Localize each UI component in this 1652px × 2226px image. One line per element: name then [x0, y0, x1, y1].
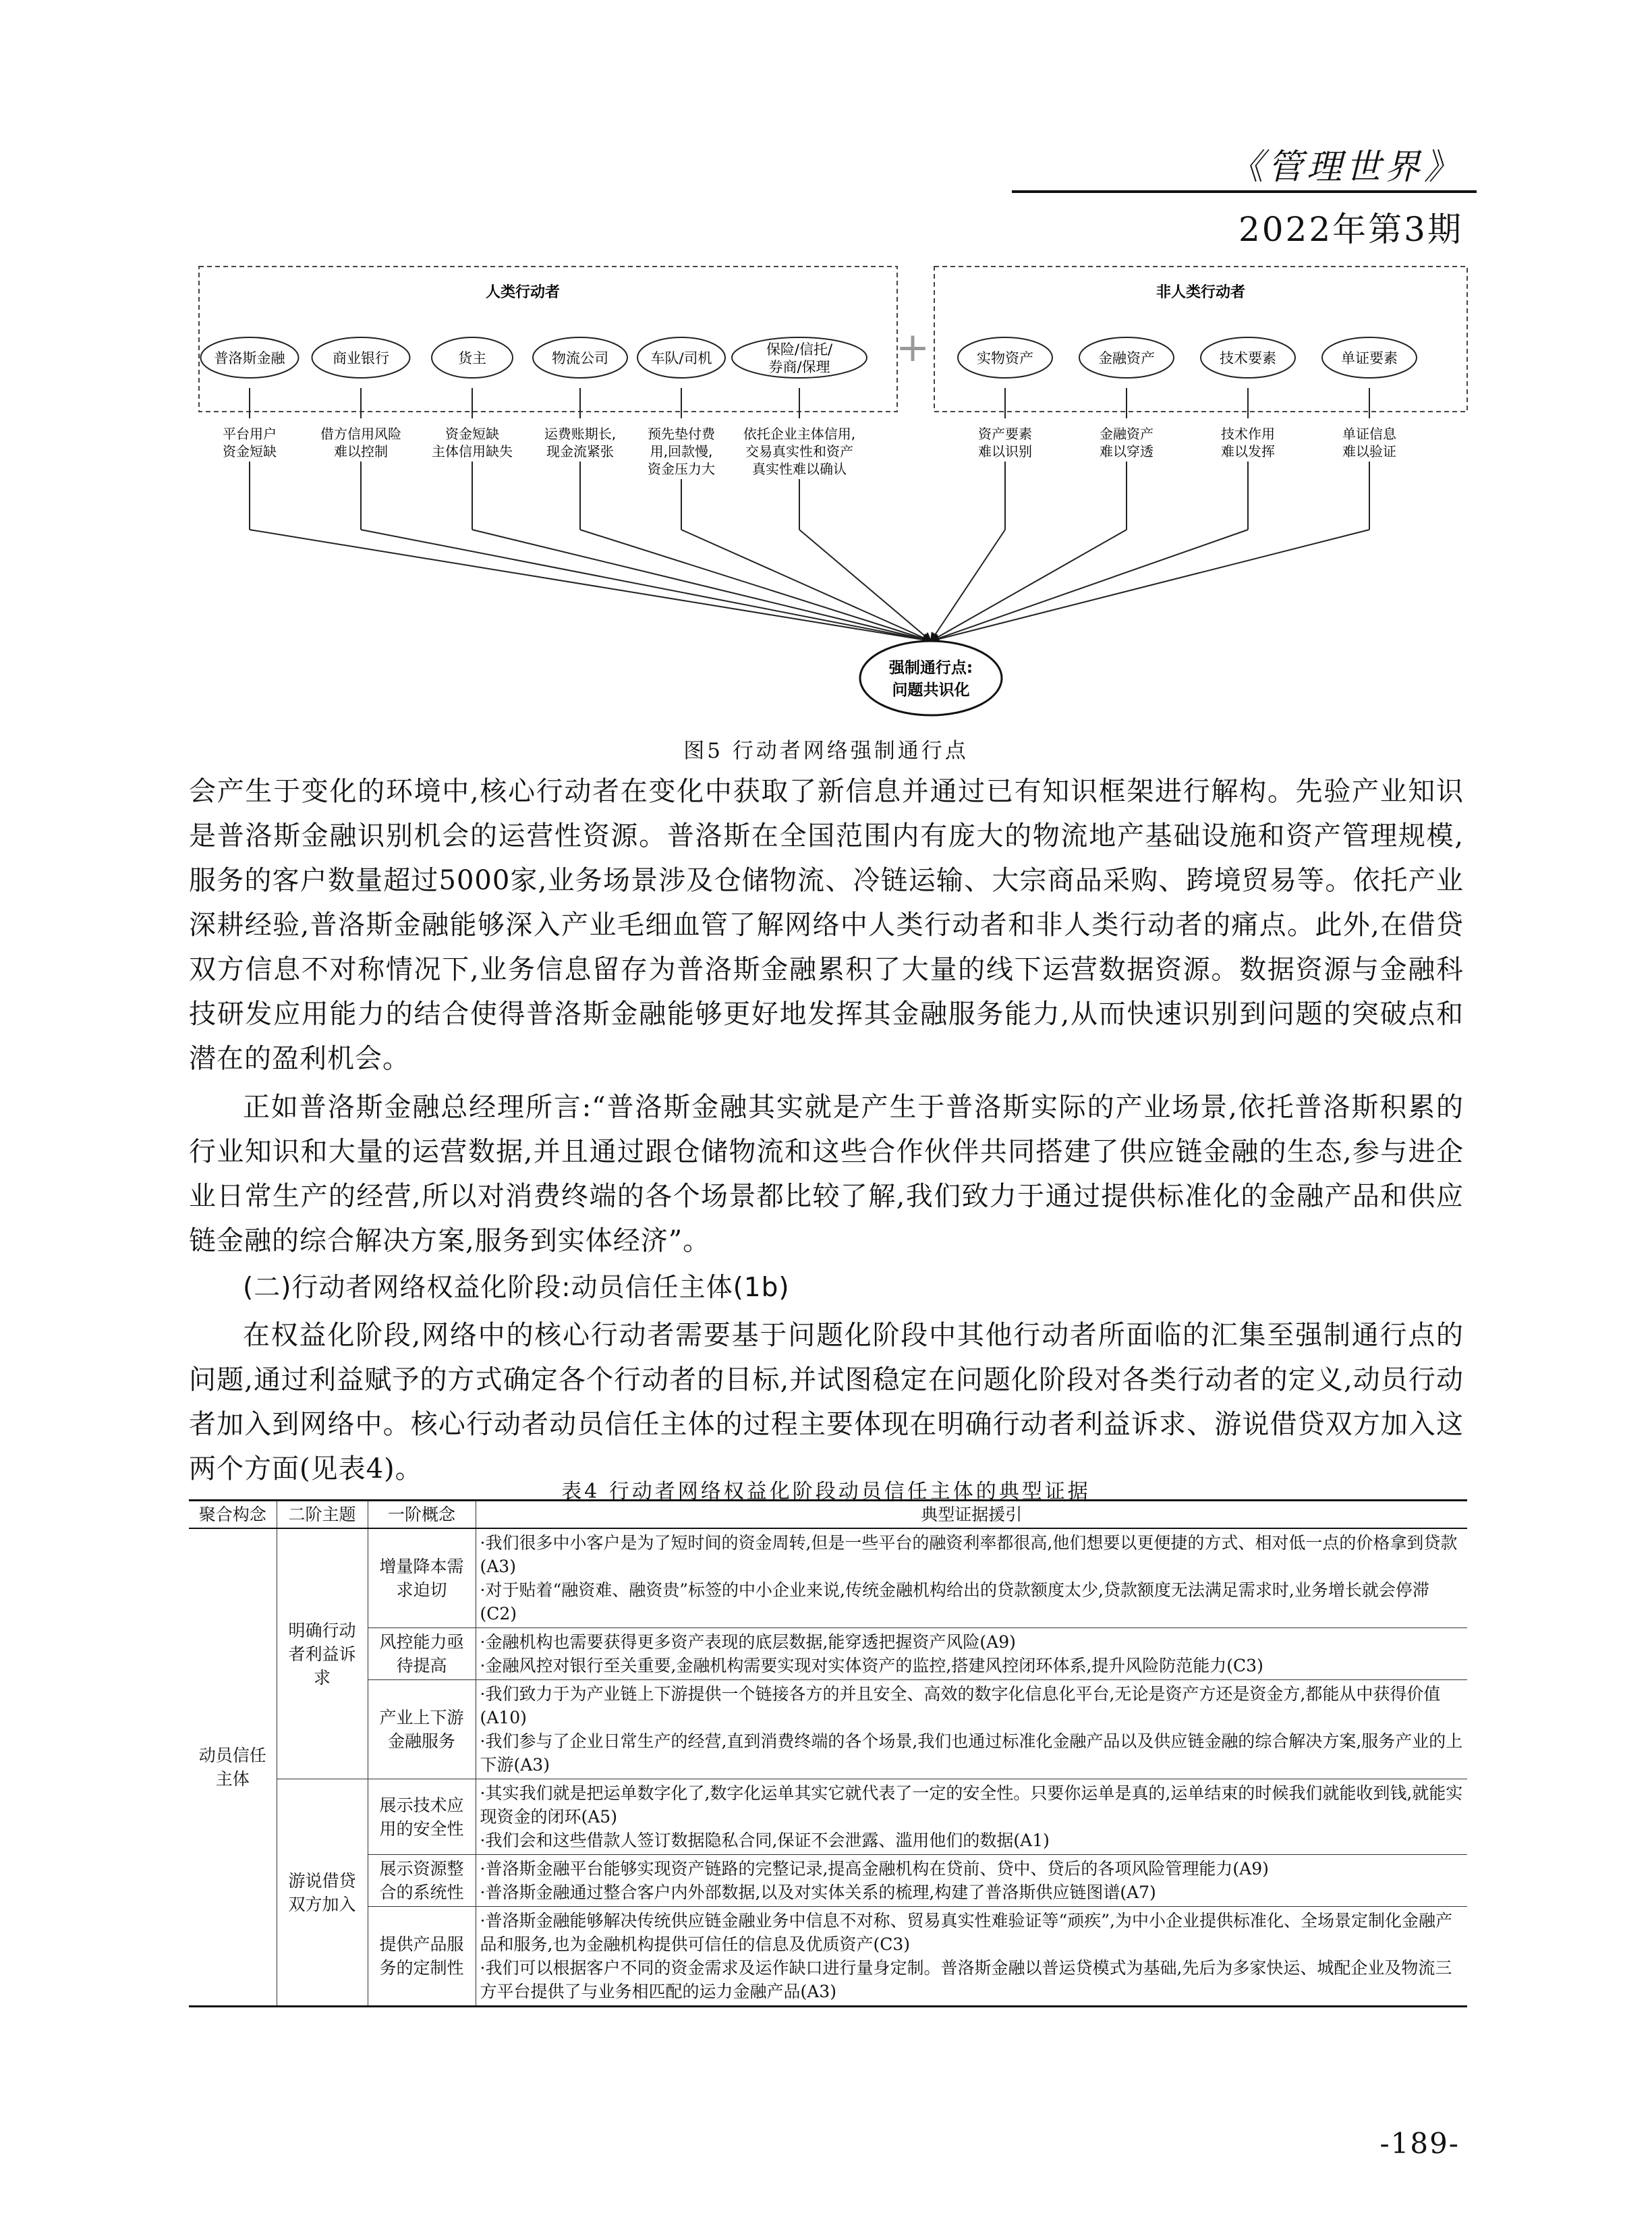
human-issue-text: 主体信用缺失: [432, 443, 513, 460]
human-actors-title: 人类行动者: [485, 284, 561, 301]
table-header: 二阶主题: [277, 1501, 368, 1529]
plus-sign: +: [895, 324, 930, 371]
table-row: [189, 1855, 1467, 1907]
nonhuman-actor-node-label: 单证要素: [1341, 350, 1398, 366]
human-actor-node-label: 商业银行: [333, 350, 389, 366]
evidence-cell: ·我们致力于为产业链上下游提供一个链接各方的并且安全、高效的数字化信息化平台,无论是资产方还是资金方,都能从中获得价值(A10) ·我们参与了企业日常生产的经营,直到消费终端的各个场景,我们也通过标准化金融产品以及供应链金融的综合解决方案,服务产业的上下游(A3): [476, 1680, 1467, 1779]
table-header-row: [189, 1501, 1467, 1529]
human-issue-arrow: [361, 530, 931, 641]
nonhuman-issue-text: 难以发挥: [1221, 443, 1275, 460]
paragraph-2: 正如普洛斯金融总经理所言:“普洛斯金融其实就是产生于普洛斯实际的产业场景,依托普洛斯积累的行业知识和大量的运营数据,并且通过跟仓储物流和这些合作伙伴共同搭建了供应链金融的生态,参与进企业日常生产的经营,所以对消费终端的各个场景都比较了解,我们致力于通过提供标准化的金融产品和供应链金融的综合解决方案,服务到实体经济”。: [189, 1092, 1464, 1256]
human-issue-text: 用,回款慢,: [650, 443, 713, 460]
header-rule: [1012, 190, 1477, 193]
human-issue-text: 平台用户: [223, 426, 277, 442]
human-issue-text: 真实性难以确认: [752, 461, 847, 477]
nonhuman-issue-text: 难以穿透: [1100, 443, 1153, 460]
table-header: 典型证据援引: [476, 1501, 1467, 1529]
human-issue-text: 预先垫付费: [648, 426, 715, 442]
human-actor-node-label: 物流公司: [552, 350, 608, 366]
table-row: [189, 1779, 1467, 1855]
evidence-cell: ·我们很多中小客户是为了短时间的资金周转,但是一些平台的融资利率都很高,他们想要以更便捷的方式、相对低一点的价格拿到贷款(A3) ·对于贴着“融资难、融资贵”标签的中小企业来说,传统金融机构给出的贷款额度太少,贷款额度无法满足需求时,业务增长就会停滞(C2): [476, 1528, 1467, 1628]
first-order-concept: 提供产品服务的定制性: [368, 1907, 476, 2007]
aggregate-construct: 动员信任主体: [189, 1528, 277, 2007]
nonhuman-issue-arrow: [931, 530, 1127, 641]
human-actor-node-label: 券商/保理: [768, 359, 830, 375]
first-order-concept: 增量降本需求迫切: [368, 1528, 476, 1628]
human-issue-text: 依托企业主体信用,: [743, 426, 856, 442]
human-actor-node-label: 普洛斯金融: [214, 350, 285, 366]
nonhuman-issue-text: 难以验证: [1342, 443, 1396, 460]
nonhuman-issue-text: 金融资产: [1100, 426, 1153, 442]
human-issue-text: 难以控制: [334, 443, 388, 460]
section-heading: (二)行动者网络权益化阶段:动员信任主体(1b): [243, 1273, 790, 1303]
nonhuman-issue-text: 技术作用: [1221, 426, 1275, 442]
evidence-cell: ·普洛斯金融能够解决传统供应链金融业务中信息不对称、贸易真实性难验证等“顽疾”,为中小企业提供标准化、全场景定制化金融产品和服务,也为金融机构提供可信任的信息及优质资产(C3) ·我们可以根据客户不同的资金需求及运作缺口进行量身定制。普洛斯金融以普运贷模式为基础,先后为多家快运、城配企业及物流三方平台提供了与业务相匹配的运力金融产品(A3): [476, 1907, 1467, 2007]
table-row: [189, 1528, 1467, 1628]
table-header: 聚合构念: [189, 1501, 277, 1529]
paragraph-1: 会产生于变化的环境中,核心行动者在变化中获取了新信息并通过已有知识框架进行解构。先验产业知识是普洛斯金融识别机会的运营性资源。普洛斯在全国范围内有庞大的物流地产基础设施和资产管理规模,服务的客户数量超过5000家,业务场景涉及仓储物流、冷链运输、大宗商品采购、跨境贸易等。依托产业深耕经验,普洛斯金融能够深入产业毛细血管了解网络中人类行动者和非人类行动者的痛点。此外,在借贷双方信息不对称情况下,业务信息留存为普洛斯金融累积了大量的线下运营数据资源。数据资源与金融科技研发应用能力的结合使得普洛斯金融能够更好地发挥其金融服务能力,从而快速识别到问题的突破点和潜在的盈利机会。: [189, 776, 1464, 1074]
human-issue-text: 资金压力大: [648, 461, 715, 477]
second-order-theme: 游说借贷双方加入: [277, 1779, 368, 2007]
paragraph-3: 在权益化阶段,网络中的核心行动者需要基于问题化阶段中其他行动者所面临的汇集至强制通行点的问题,通过利益赋予的方式确定各个行动者的目标,并试图稳定在问题化阶段对各类行动者的定义,动员行动者加入到网络中。核心行动者动员信任主体的过程主要体现在明确行动者利益诉求、游说借贷双方加入这两个方面(见表4)。: [189, 1320, 1464, 1484]
nonhuman-issue-text: 单证信息: [1342, 426, 1396, 442]
human-actor-node-label: 车队/司机: [650, 350, 712, 366]
page-number: -189-: [1379, 2127, 1460, 2160]
nonhuman-actor-node-label: 技术要素: [1220, 350, 1276, 366]
nonhuman-actors-title: 非人类行动者: [1156, 284, 1246, 301]
human-issue-arrow: [250, 530, 931, 641]
first-order-concept: 展示技术应用的安全性: [368, 1779, 476, 1855]
nonhuman-issue-text: 难以识别: [978, 443, 1032, 460]
figure-5-actor-network: [182, 260, 1471, 732]
evidence-cell: ·普洛斯金融平台能够实现资产链路的完整记录,提高金融机构在贷前、贷中、贷后的各项风险管理能力(A9) ·普洛斯金融通过整合客户内外部数据,以及对实体关系的梳理,构建了普洛斯供应链图谱(A7): [476, 1855, 1467, 1907]
human-issue-arrow: [799, 530, 931, 641]
human-issue-text: 资金短缺: [223, 443, 277, 460]
human-issue-text: 交易真实性和资产: [745, 443, 853, 460]
first-order-concept: 风控能力亟待提高: [368, 1628, 476, 1680]
journal-title: 《管理世界》: [1228, 147, 1463, 188]
opp-ellipse: [860, 641, 1002, 715]
table-header: 一阶概念: [368, 1501, 476, 1529]
human-actor-node-label: 货主: [458, 350, 486, 366]
body-text-upper: [189, 769, 1464, 1491]
human-issue-text: 资金短缺: [445, 426, 499, 442]
table-caption: 表4 行动者网络权益化阶段动员信任主体的典型证据: [561, 1480, 1091, 1503]
figure-caption: 图5 行动者网络强制通行点: [683, 739, 969, 763]
opp-label-line2: 问题共识化: [892, 681, 970, 699]
human-issue-text: 借方信用风险: [320, 426, 401, 442]
human-issue-arrow: [681, 530, 931, 641]
nonhuman-actor-node-label: 实物资产: [977, 350, 1033, 366]
human-actor-node-label: 保险/信托/: [766, 341, 833, 358]
human-issue-text: 现金流紧张: [546, 443, 614, 460]
evidence-cell: ·其实我们就是把运单数字化了,数字化运单其实它就代表了一定的安全性。只要你运单是真的,运单结束的时候我们就能收到钱,就能实现资金的闭环(A5) ·我们会和这些借款人签订数据隐私合同,保证不会泄露、滥用他们的数据(A1): [476, 1779, 1467, 1855]
table-row: [189, 1680, 1467, 1779]
table-row: [189, 1628, 1467, 1680]
second-order-theme: 明确行动者利益诉求: [277, 1528, 368, 1779]
human-issue-text: 运费账期长,: [544, 426, 617, 442]
evidence-cell: ·金融机构也需要获得更多资产表现的底层数据,能穿透把握资产风险(A9) ·金融风控对银行至关重要,金融机构需要实现对实体资产的监控,搭建风控闭环体系,提升风险防范能力(C3): [476, 1628, 1467, 1680]
first-order-concept: 产业上下游金融服务: [368, 1680, 476, 1779]
human-issue-arrow: [580, 530, 931, 641]
table-row: [189, 1907, 1467, 2007]
first-order-concept: 展示资源整合的系统性: [368, 1855, 476, 1907]
issue-label: 2022年第3期: [1238, 210, 1463, 249]
nonhuman-issue-text: 资产要素: [978, 426, 1032, 442]
nonhuman-issue-arrow: [931, 530, 1369, 641]
evidence-table: [189, 1499, 1467, 2007]
nonhuman-issue-arrow: [931, 530, 1248, 641]
nonhuman-actor-node-label: 金融资产: [1098, 350, 1155, 366]
human-issue-arrow: [472, 530, 931, 641]
opp-label-line1: 强制通行点:: [888, 659, 973, 677]
